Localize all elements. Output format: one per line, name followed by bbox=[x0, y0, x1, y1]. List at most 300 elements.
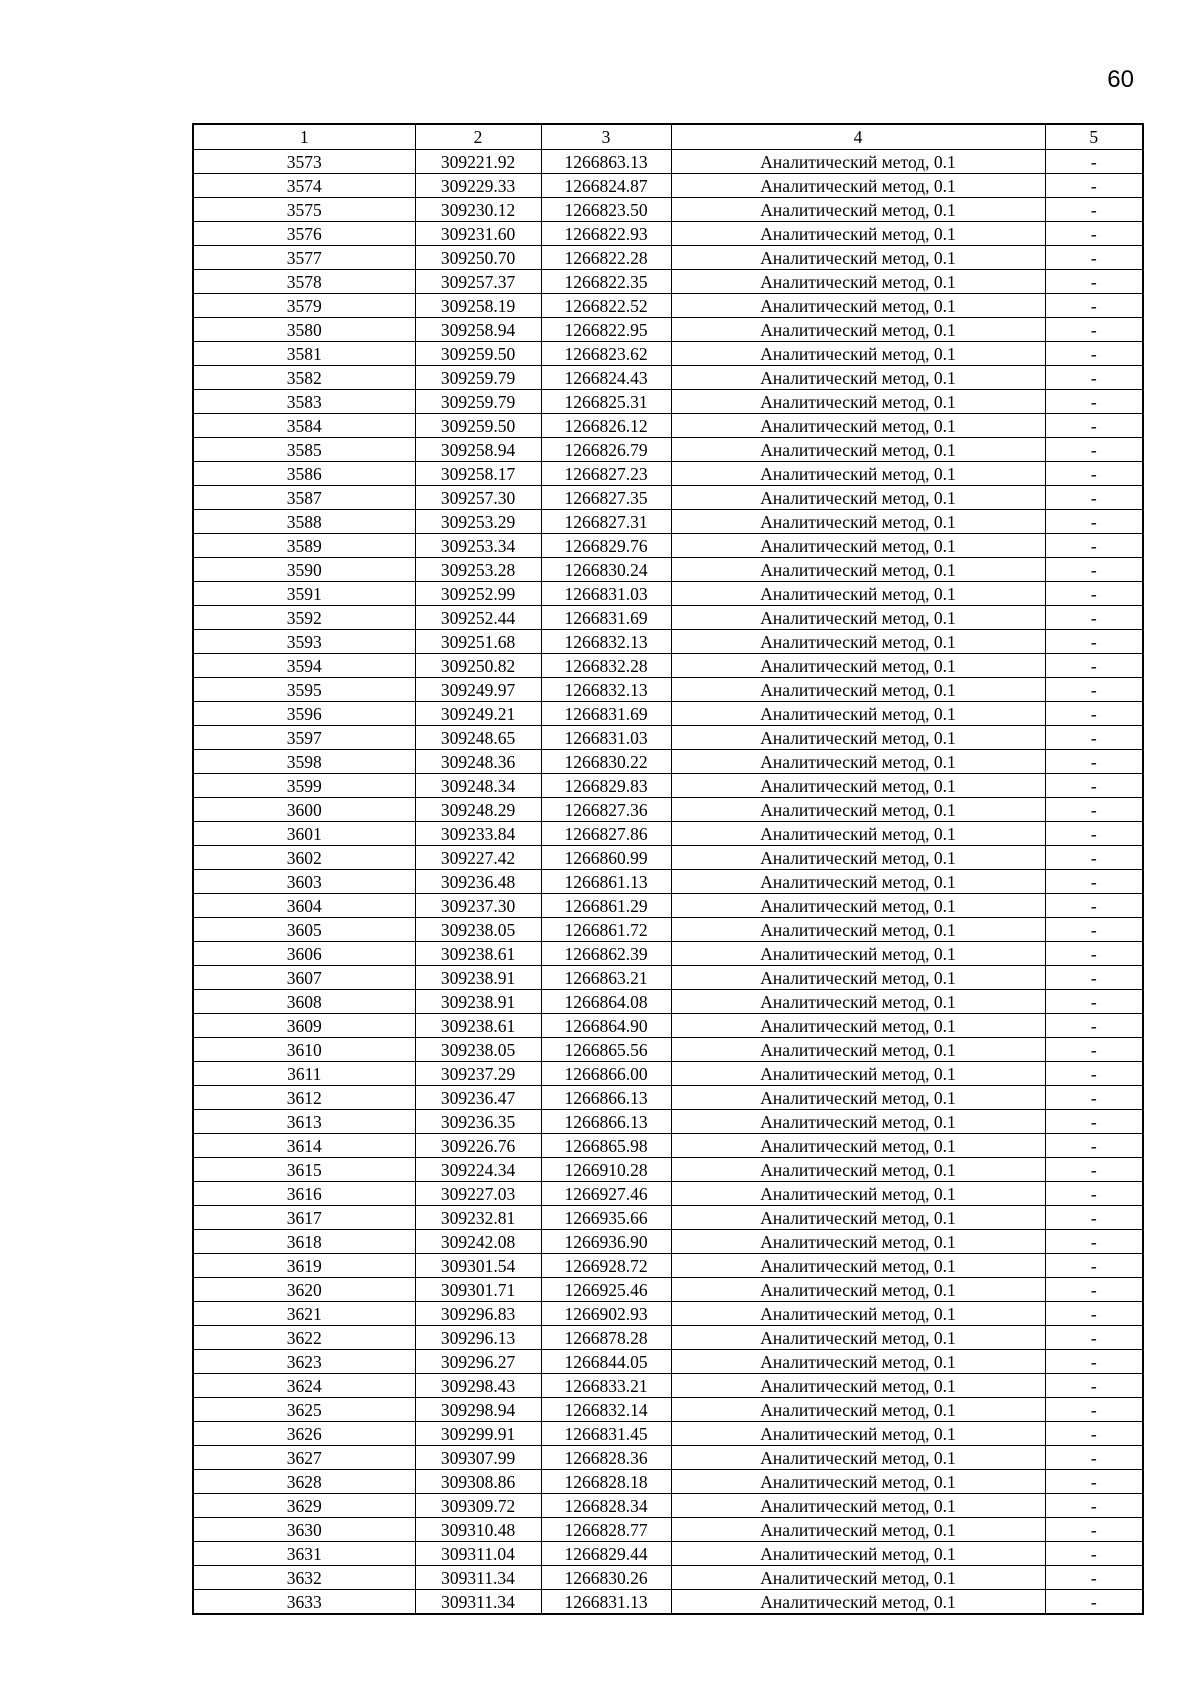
point-number-cell: 3609 bbox=[193, 1014, 415, 1038]
note-cell: - bbox=[1045, 510, 1143, 534]
x-coordinate-cell: 309258.17 bbox=[415, 462, 541, 486]
y-coordinate-cell: 1266925.46 bbox=[541, 1278, 671, 1302]
x-coordinate-cell: 309308.86 bbox=[415, 1470, 541, 1494]
x-coordinate-cell: 309249.21 bbox=[415, 702, 541, 726]
point-number-cell: 3599 bbox=[193, 774, 415, 798]
note-cell: - bbox=[1045, 846, 1143, 870]
method-cell: Аналитический метод, 0.1 bbox=[671, 294, 1045, 318]
table-row bbox=[193, 1278, 1143, 1302]
method-cell: Аналитический метод, 0.1 bbox=[671, 990, 1045, 1014]
point-number-cell: 3580 bbox=[193, 318, 415, 342]
point-number-cell: 3616 bbox=[193, 1182, 415, 1206]
table-row bbox=[193, 366, 1143, 390]
method-cell: Аналитический метод, 0.1 bbox=[671, 822, 1045, 846]
note-cell: - bbox=[1045, 726, 1143, 750]
point-number-cell: 3625 bbox=[193, 1398, 415, 1422]
method-cell: Аналитический метод, 0.1 bbox=[671, 1422, 1045, 1446]
method-cell: Аналитический метод, 0.1 bbox=[671, 438, 1045, 462]
note-cell: - bbox=[1045, 1422, 1143, 1446]
method-cell: Аналитический метод, 0.1 bbox=[671, 750, 1045, 774]
y-coordinate-cell: 1266831.13 bbox=[541, 1590, 671, 1615]
x-coordinate-cell: 309253.34 bbox=[415, 534, 541, 558]
note-cell: - bbox=[1045, 294, 1143, 318]
x-coordinate-cell: 309232.81 bbox=[415, 1206, 541, 1230]
y-coordinate-cell: 1266824.43 bbox=[541, 366, 671, 390]
note-cell: - bbox=[1045, 1182, 1143, 1206]
y-coordinate-cell: 1266831.03 bbox=[541, 582, 671, 606]
point-number-cell: 3629 bbox=[193, 1494, 415, 1518]
y-coordinate-cell: 1266824.87 bbox=[541, 174, 671, 198]
point-number-cell: 3595 bbox=[193, 678, 415, 702]
note-cell: - bbox=[1045, 318, 1143, 342]
y-coordinate-cell: 1266866.13 bbox=[541, 1110, 671, 1134]
method-cell: Аналитический метод, 0.1 bbox=[671, 918, 1045, 942]
table-row bbox=[193, 414, 1143, 438]
header-col-5: 5 bbox=[1045, 124, 1143, 150]
x-coordinate-cell: 309259.50 bbox=[415, 342, 541, 366]
point-number-cell: 3627 bbox=[193, 1446, 415, 1470]
method-cell: Аналитический метод, 0.1 bbox=[671, 582, 1045, 606]
table-row bbox=[193, 942, 1143, 966]
table-row bbox=[193, 798, 1143, 822]
note-cell: - bbox=[1045, 1278, 1143, 1302]
point-number-cell: 3619 bbox=[193, 1254, 415, 1278]
y-coordinate-cell: 1266861.13 bbox=[541, 870, 671, 894]
table-body bbox=[193, 150, 1143, 1615]
method-cell: Аналитический метод, 0.1 bbox=[671, 222, 1045, 246]
table-row bbox=[193, 486, 1143, 510]
note-cell: - bbox=[1045, 894, 1143, 918]
coordinates-table bbox=[192, 123, 1144, 1615]
method-cell: Аналитический метод, 0.1 bbox=[671, 774, 1045, 798]
method-cell: Аналитический метод, 0.1 bbox=[671, 1350, 1045, 1374]
table-row bbox=[193, 726, 1143, 750]
note-cell: - bbox=[1045, 342, 1143, 366]
x-coordinate-cell: 309229.33 bbox=[415, 174, 541, 198]
method-cell: Аналитический метод, 0.1 bbox=[671, 1062, 1045, 1086]
x-coordinate-cell: 309242.08 bbox=[415, 1230, 541, 1254]
x-coordinate-cell: 309298.94 bbox=[415, 1398, 541, 1422]
point-number-cell: 3591 bbox=[193, 582, 415, 606]
x-coordinate-cell: 309226.76 bbox=[415, 1134, 541, 1158]
table-row bbox=[193, 1566, 1143, 1590]
table-row bbox=[193, 462, 1143, 486]
x-coordinate-cell: 309257.30 bbox=[415, 486, 541, 510]
y-coordinate-cell: 1266928.72 bbox=[541, 1254, 671, 1278]
y-coordinate-cell: 1266832.28 bbox=[541, 654, 671, 678]
table-row bbox=[193, 846, 1143, 870]
method-cell: Аналитический метод, 0.1 bbox=[671, 510, 1045, 534]
method-cell: Аналитический метод, 0.1 bbox=[671, 1086, 1045, 1110]
point-number-cell: 3582 bbox=[193, 366, 415, 390]
y-coordinate-cell: 1266863.13 bbox=[541, 150, 671, 174]
note-cell: - bbox=[1045, 486, 1143, 510]
note-cell: - bbox=[1045, 390, 1143, 414]
y-coordinate-cell: 1266826.79 bbox=[541, 438, 671, 462]
method-cell: Аналитический метод, 0.1 bbox=[671, 1014, 1045, 1038]
method-cell: Аналитический метод, 0.1 bbox=[671, 1470, 1045, 1494]
y-coordinate-cell: 1266829.76 bbox=[541, 534, 671, 558]
x-coordinate-cell: 309230.12 bbox=[415, 198, 541, 222]
note-cell: - bbox=[1045, 750, 1143, 774]
point-number-cell: 3613 bbox=[193, 1110, 415, 1134]
y-coordinate-cell: 1266831.69 bbox=[541, 606, 671, 630]
table-row bbox=[193, 1470, 1143, 1494]
x-coordinate-cell: 309296.27 bbox=[415, 1350, 541, 1374]
x-coordinate-cell: 309258.19 bbox=[415, 294, 541, 318]
table-row bbox=[193, 318, 1143, 342]
y-coordinate-cell: 1266830.24 bbox=[541, 558, 671, 582]
method-cell: Аналитический метод, 0.1 bbox=[671, 1494, 1045, 1518]
point-number-cell: 3602 bbox=[193, 846, 415, 870]
method-cell: Аналитический метод, 0.1 bbox=[671, 150, 1045, 174]
note-cell: - bbox=[1045, 1470, 1143, 1494]
point-number-cell: 3605 bbox=[193, 918, 415, 942]
table-row bbox=[193, 198, 1143, 222]
point-number-cell: 3578 bbox=[193, 270, 415, 294]
x-coordinate-cell: 309257.37 bbox=[415, 270, 541, 294]
method-cell: Аналитический метод, 0.1 bbox=[671, 1158, 1045, 1182]
note-cell: - bbox=[1045, 438, 1143, 462]
table-row bbox=[193, 1494, 1143, 1518]
point-number-cell: 3612 bbox=[193, 1086, 415, 1110]
x-coordinate-cell: 309236.47 bbox=[415, 1086, 541, 1110]
point-number-cell: 3626 bbox=[193, 1422, 415, 1446]
y-coordinate-cell: 1266823.50 bbox=[541, 198, 671, 222]
method-cell: Аналитический метод, 0.1 bbox=[671, 1446, 1045, 1470]
point-number-cell: 3611 bbox=[193, 1062, 415, 1086]
x-coordinate-cell: 309309.72 bbox=[415, 1494, 541, 1518]
point-number-cell: 3623 bbox=[193, 1350, 415, 1374]
y-coordinate-cell: 1266866.13 bbox=[541, 1086, 671, 1110]
point-number-cell: 3592 bbox=[193, 606, 415, 630]
point-number-cell: 3621 bbox=[193, 1302, 415, 1326]
x-coordinate-cell: 309231.60 bbox=[415, 222, 541, 246]
point-number-cell: 3598 bbox=[193, 750, 415, 774]
y-coordinate-cell: 1266936.90 bbox=[541, 1230, 671, 1254]
y-coordinate-cell: 1266828.77 bbox=[541, 1518, 671, 1542]
method-cell: Аналитический метод, 0.1 bbox=[671, 942, 1045, 966]
y-coordinate-cell: 1266831.45 bbox=[541, 1422, 671, 1446]
method-cell: Аналитический метод, 0.1 bbox=[671, 654, 1045, 678]
point-number-cell: 3585 bbox=[193, 438, 415, 462]
point-number-cell: 3589 bbox=[193, 534, 415, 558]
y-coordinate-cell: 1266902.93 bbox=[541, 1302, 671, 1326]
note-cell: - bbox=[1045, 1062, 1143, 1086]
method-cell: Аналитический метод, 0.1 bbox=[671, 246, 1045, 270]
y-coordinate-cell: 1266822.93 bbox=[541, 222, 671, 246]
y-coordinate-cell: 1266844.05 bbox=[541, 1350, 671, 1374]
point-number-cell: 3622 bbox=[193, 1326, 415, 1350]
method-cell: Аналитический метод, 0.1 bbox=[671, 1542, 1045, 1566]
x-coordinate-cell: 309227.42 bbox=[415, 846, 541, 870]
note-cell: - bbox=[1045, 150, 1143, 174]
table-row bbox=[193, 342, 1143, 366]
x-coordinate-cell: 309248.29 bbox=[415, 798, 541, 822]
y-coordinate-cell: 1266927.46 bbox=[541, 1182, 671, 1206]
point-number-cell: 3632 bbox=[193, 1566, 415, 1590]
y-coordinate-cell: 1266830.22 bbox=[541, 750, 671, 774]
table-row bbox=[193, 822, 1143, 846]
point-number-cell: 3606 bbox=[193, 942, 415, 966]
table-row bbox=[193, 654, 1143, 678]
x-coordinate-cell: 309307.99 bbox=[415, 1446, 541, 1470]
table-row bbox=[193, 246, 1143, 270]
x-coordinate-cell: 309236.35 bbox=[415, 1110, 541, 1134]
point-number-cell: 3590 bbox=[193, 558, 415, 582]
point-number-cell: 3576 bbox=[193, 222, 415, 246]
x-coordinate-cell: 309311.04 bbox=[415, 1542, 541, 1566]
method-cell: Аналитический метод, 0.1 bbox=[671, 1254, 1045, 1278]
method-cell: Аналитический метод, 0.1 bbox=[671, 174, 1045, 198]
table-row bbox=[193, 1206, 1143, 1230]
point-number-cell: 3607 bbox=[193, 966, 415, 990]
method-cell: Аналитический метод, 0.1 bbox=[671, 630, 1045, 654]
x-coordinate-cell: 309250.82 bbox=[415, 654, 541, 678]
note-cell: - bbox=[1045, 1542, 1143, 1566]
y-coordinate-cell: 1266861.72 bbox=[541, 918, 671, 942]
table-row bbox=[193, 1110, 1143, 1134]
method-cell: Аналитический метод, 0.1 bbox=[671, 1518, 1045, 1542]
x-coordinate-cell: 309221.92 bbox=[415, 150, 541, 174]
point-number-cell: 3628 bbox=[193, 1470, 415, 1494]
method-cell: Аналитический метод, 0.1 bbox=[671, 1590, 1045, 1615]
table-row bbox=[193, 438, 1143, 462]
x-coordinate-cell: 309238.05 bbox=[415, 918, 541, 942]
header-col-1: 1 bbox=[193, 124, 415, 150]
y-coordinate-cell: 1266865.56 bbox=[541, 1038, 671, 1062]
table-row bbox=[193, 390, 1143, 414]
table-row bbox=[193, 558, 1143, 582]
y-coordinate-cell: 1266827.35 bbox=[541, 486, 671, 510]
table-row bbox=[193, 1230, 1143, 1254]
point-number-cell: 3575 bbox=[193, 198, 415, 222]
x-coordinate-cell: 309237.30 bbox=[415, 894, 541, 918]
method-cell: Аналитический метод, 0.1 bbox=[671, 966, 1045, 990]
note-cell: - bbox=[1045, 942, 1143, 966]
point-number-cell: 3608 bbox=[193, 990, 415, 1014]
table-row bbox=[193, 1422, 1143, 1446]
point-number-cell: 3615 bbox=[193, 1158, 415, 1182]
table-row bbox=[193, 174, 1143, 198]
y-coordinate-cell: 1266878.28 bbox=[541, 1326, 671, 1350]
x-coordinate-cell: 309224.34 bbox=[415, 1158, 541, 1182]
note-cell: - bbox=[1045, 1302, 1143, 1326]
header-col-4: 4 bbox=[671, 124, 1045, 150]
method-cell: Аналитический метод, 0.1 bbox=[671, 1038, 1045, 1062]
note-cell: - bbox=[1045, 1398, 1143, 1422]
point-number-cell: 3617 bbox=[193, 1206, 415, 1230]
point-number-cell: 3586 bbox=[193, 462, 415, 486]
x-coordinate-cell: 309238.61 bbox=[415, 1014, 541, 1038]
y-coordinate-cell: 1266864.90 bbox=[541, 1014, 671, 1038]
x-coordinate-cell: 309311.34 bbox=[415, 1566, 541, 1590]
x-coordinate-cell: 309251.68 bbox=[415, 630, 541, 654]
point-number-cell: 3600 bbox=[193, 798, 415, 822]
table-row bbox=[193, 678, 1143, 702]
x-coordinate-cell: 309253.28 bbox=[415, 558, 541, 582]
point-number-cell: 3618 bbox=[193, 1230, 415, 1254]
table-row bbox=[193, 1182, 1143, 1206]
table-row bbox=[193, 1254, 1143, 1278]
y-coordinate-cell: 1266862.39 bbox=[541, 942, 671, 966]
method-cell: Аналитический метод, 0.1 bbox=[671, 486, 1045, 510]
point-number-cell: 3574 bbox=[193, 174, 415, 198]
note-cell: - bbox=[1045, 1566, 1143, 1590]
note-cell: - bbox=[1045, 1206, 1143, 1230]
note-cell: - bbox=[1045, 534, 1143, 558]
y-coordinate-cell: 1266860.99 bbox=[541, 846, 671, 870]
method-cell: Аналитический метод, 0.1 bbox=[671, 462, 1045, 486]
x-coordinate-cell: 309236.48 bbox=[415, 870, 541, 894]
table-row bbox=[193, 1398, 1143, 1422]
table-row bbox=[193, 1134, 1143, 1158]
point-number-cell: 3620 bbox=[193, 1278, 415, 1302]
y-coordinate-cell: 1266863.21 bbox=[541, 966, 671, 990]
note-cell: - bbox=[1045, 702, 1143, 726]
x-coordinate-cell: 309259.50 bbox=[415, 414, 541, 438]
table-row bbox=[193, 1350, 1143, 1374]
x-coordinate-cell: 309238.05 bbox=[415, 1038, 541, 1062]
x-coordinate-cell: 309298.43 bbox=[415, 1374, 541, 1398]
y-coordinate-cell: 1266833.21 bbox=[541, 1374, 671, 1398]
y-coordinate-cell: 1266829.44 bbox=[541, 1542, 671, 1566]
method-cell: Аналитический метод, 0.1 bbox=[671, 1326, 1045, 1350]
x-coordinate-cell: 309238.61 bbox=[415, 942, 541, 966]
table-row bbox=[193, 1326, 1143, 1350]
y-coordinate-cell: 1266828.34 bbox=[541, 1494, 671, 1518]
point-number-cell: 3630 bbox=[193, 1518, 415, 1542]
x-coordinate-cell: 309301.54 bbox=[415, 1254, 541, 1278]
method-cell: Аналитический метод, 0.1 bbox=[671, 318, 1045, 342]
method-cell: Аналитический метод, 0.1 bbox=[671, 726, 1045, 750]
table-row bbox=[193, 1302, 1143, 1326]
note-cell: - bbox=[1045, 414, 1143, 438]
point-number-cell: 3581 bbox=[193, 342, 415, 366]
table-row bbox=[193, 1518, 1143, 1542]
y-coordinate-cell: 1266832.13 bbox=[541, 678, 671, 702]
table-row bbox=[193, 966, 1143, 990]
y-coordinate-cell: 1266822.35 bbox=[541, 270, 671, 294]
note-cell: - bbox=[1045, 270, 1143, 294]
x-coordinate-cell: 309248.34 bbox=[415, 774, 541, 798]
y-coordinate-cell: 1266828.18 bbox=[541, 1470, 671, 1494]
note-cell: - bbox=[1045, 246, 1143, 270]
y-coordinate-cell: 1266830.26 bbox=[541, 1566, 671, 1590]
note-cell: - bbox=[1045, 1326, 1143, 1350]
point-number-cell: 3587 bbox=[193, 486, 415, 510]
table-row bbox=[193, 990, 1143, 1014]
point-number-cell: 3594 bbox=[193, 654, 415, 678]
x-coordinate-cell: 309253.29 bbox=[415, 510, 541, 534]
note-cell: - bbox=[1045, 966, 1143, 990]
method-cell: Аналитический метод, 0.1 bbox=[671, 1302, 1045, 1326]
note-cell: - bbox=[1045, 1254, 1143, 1278]
x-coordinate-cell: 309310.48 bbox=[415, 1518, 541, 1542]
point-number-cell: 3579 bbox=[193, 294, 415, 318]
table-row bbox=[193, 702, 1143, 726]
method-cell: Аналитический метод, 0.1 bbox=[671, 702, 1045, 726]
note-cell: - bbox=[1045, 198, 1143, 222]
note-cell: - bbox=[1045, 582, 1143, 606]
note-cell: - bbox=[1045, 1014, 1143, 1038]
method-cell: Аналитический метод, 0.1 bbox=[671, 390, 1045, 414]
point-number-cell: 3610 bbox=[193, 1038, 415, 1062]
y-coordinate-cell: 1266832.13 bbox=[541, 630, 671, 654]
point-number-cell: 3597 bbox=[193, 726, 415, 750]
table-row bbox=[193, 150, 1143, 174]
x-coordinate-cell: 309227.03 bbox=[415, 1182, 541, 1206]
x-coordinate-cell: 309237.29 bbox=[415, 1062, 541, 1086]
y-coordinate-cell: 1266822.52 bbox=[541, 294, 671, 318]
table-row bbox=[193, 1374, 1143, 1398]
table-row bbox=[193, 294, 1143, 318]
page-number: 60 bbox=[1107, 66, 1134, 93]
note-cell: - bbox=[1045, 1110, 1143, 1134]
note-cell: - bbox=[1045, 606, 1143, 630]
x-coordinate-cell: 309258.94 bbox=[415, 318, 541, 342]
method-cell: Аналитический метод, 0.1 bbox=[671, 678, 1045, 702]
note-cell: - bbox=[1045, 870, 1143, 894]
method-cell: Аналитический метод, 0.1 bbox=[671, 606, 1045, 630]
point-number-cell: 3603 bbox=[193, 870, 415, 894]
method-cell: Аналитический метод, 0.1 bbox=[671, 414, 1045, 438]
y-coordinate-cell: 1266864.08 bbox=[541, 990, 671, 1014]
note-cell: - bbox=[1045, 558, 1143, 582]
note-cell: - bbox=[1045, 630, 1143, 654]
point-number-cell: 3631 bbox=[193, 1542, 415, 1566]
note-cell: - bbox=[1045, 1158, 1143, 1182]
table-row bbox=[193, 222, 1143, 246]
method-cell: Аналитический метод, 0.1 bbox=[671, 798, 1045, 822]
note-cell: - bbox=[1045, 1134, 1143, 1158]
table-row bbox=[193, 750, 1143, 774]
note-cell: - bbox=[1045, 1038, 1143, 1062]
y-coordinate-cell: 1266861.29 bbox=[541, 894, 671, 918]
note-cell: - bbox=[1045, 1446, 1143, 1470]
x-coordinate-cell: 309249.97 bbox=[415, 678, 541, 702]
y-coordinate-cell: 1266828.36 bbox=[541, 1446, 671, 1470]
table-row bbox=[193, 582, 1143, 606]
y-coordinate-cell: 1266831.03 bbox=[541, 726, 671, 750]
note-cell: - bbox=[1045, 1086, 1143, 1110]
x-coordinate-cell: 309299.91 bbox=[415, 1422, 541, 1446]
method-cell: Аналитический метод, 0.1 bbox=[671, 1374, 1045, 1398]
x-coordinate-cell: 309248.36 bbox=[415, 750, 541, 774]
y-coordinate-cell: 1266822.28 bbox=[541, 246, 671, 270]
x-coordinate-cell: 309258.94 bbox=[415, 438, 541, 462]
note-cell: - bbox=[1045, 654, 1143, 678]
x-coordinate-cell: 309248.65 bbox=[415, 726, 541, 750]
header-col-3: 3 bbox=[541, 124, 671, 150]
x-coordinate-cell: 309238.91 bbox=[415, 966, 541, 990]
note-cell: - bbox=[1045, 918, 1143, 942]
note-cell: - bbox=[1045, 462, 1143, 486]
method-cell: Аналитический метод, 0.1 bbox=[671, 870, 1045, 894]
header-row bbox=[193, 124, 1143, 150]
x-coordinate-cell: 309259.79 bbox=[415, 390, 541, 414]
table-row bbox=[193, 870, 1143, 894]
y-coordinate-cell: 1266827.23 bbox=[541, 462, 671, 486]
note-cell: - bbox=[1045, 1230, 1143, 1254]
table-row bbox=[193, 1542, 1143, 1566]
x-coordinate-cell: 309259.79 bbox=[415, 366, 541, 390]
y-coordinate-cell: 1266827.36 bbox=[541, 798, 671, 822]
table-row bbox=[193, 1038, 1143, 1062]
method-cell: Аналитический метод, 0.1 bbox=[671, 1182, 1045, 1206]
point-number-cell: 3583 bbox=[193, 390, 415, 414]
x-coordinate-cell: 309252.44 bbox=[415, 606, 541, 630]
